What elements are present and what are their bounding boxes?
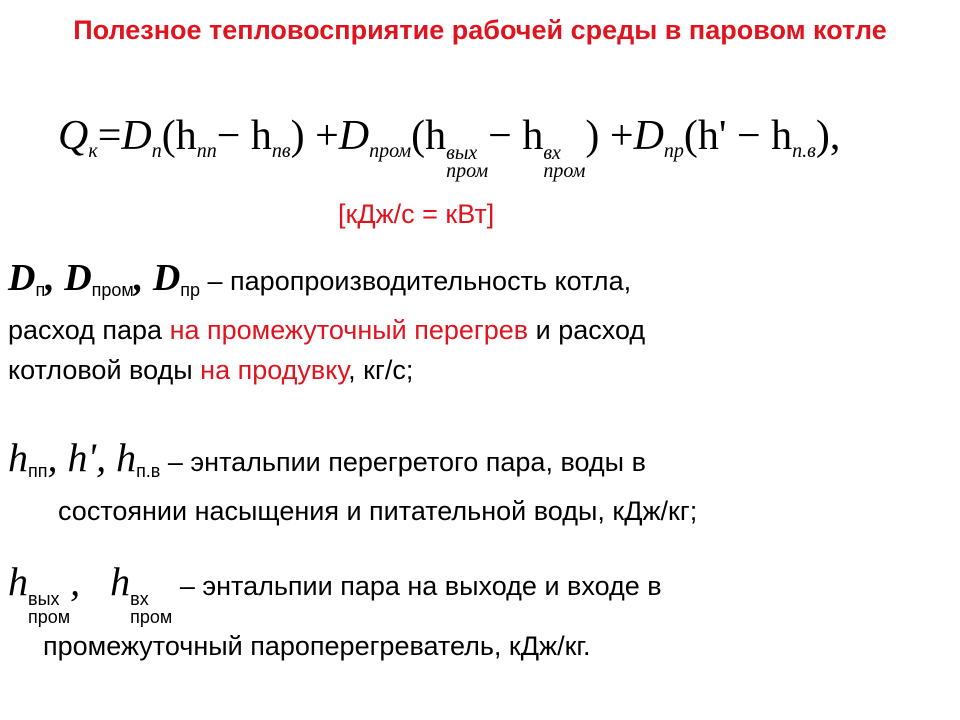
units-label: [кДж/с = кВт] [338, 199, 495, 229]
slide-title: Полезное тепловосприятие рабочей среды в паровом котле [73, 15, 887, 45]
formula: Qк=Dп(hпп− hпв) +Dпром(h вых пром − h вх пром ) +Dпр(h' − hп.в), [58, 113, 841, 182]
definition-h-prom: h вых пром , h вх пром – энтальпии пара на выходе и входе в промежуточный пароперегреватель, кДж/кг. [8, 559, 662, 661]
definition-d: $D_п$, $D_{пром}$, $D_{пр}$ – паропроизводительность котла, расход пара на промежуточный перегрев и расход котловой воды на продувку, кг/с; [8, 257, 646, 385]
definition-h: $h_{пп}$, h', $h_{п.в}$ – энтальпии перегретого пара, воды в состоянии насыщения и питательной воды, кДж/кг; [8, 435, 698, 526]
